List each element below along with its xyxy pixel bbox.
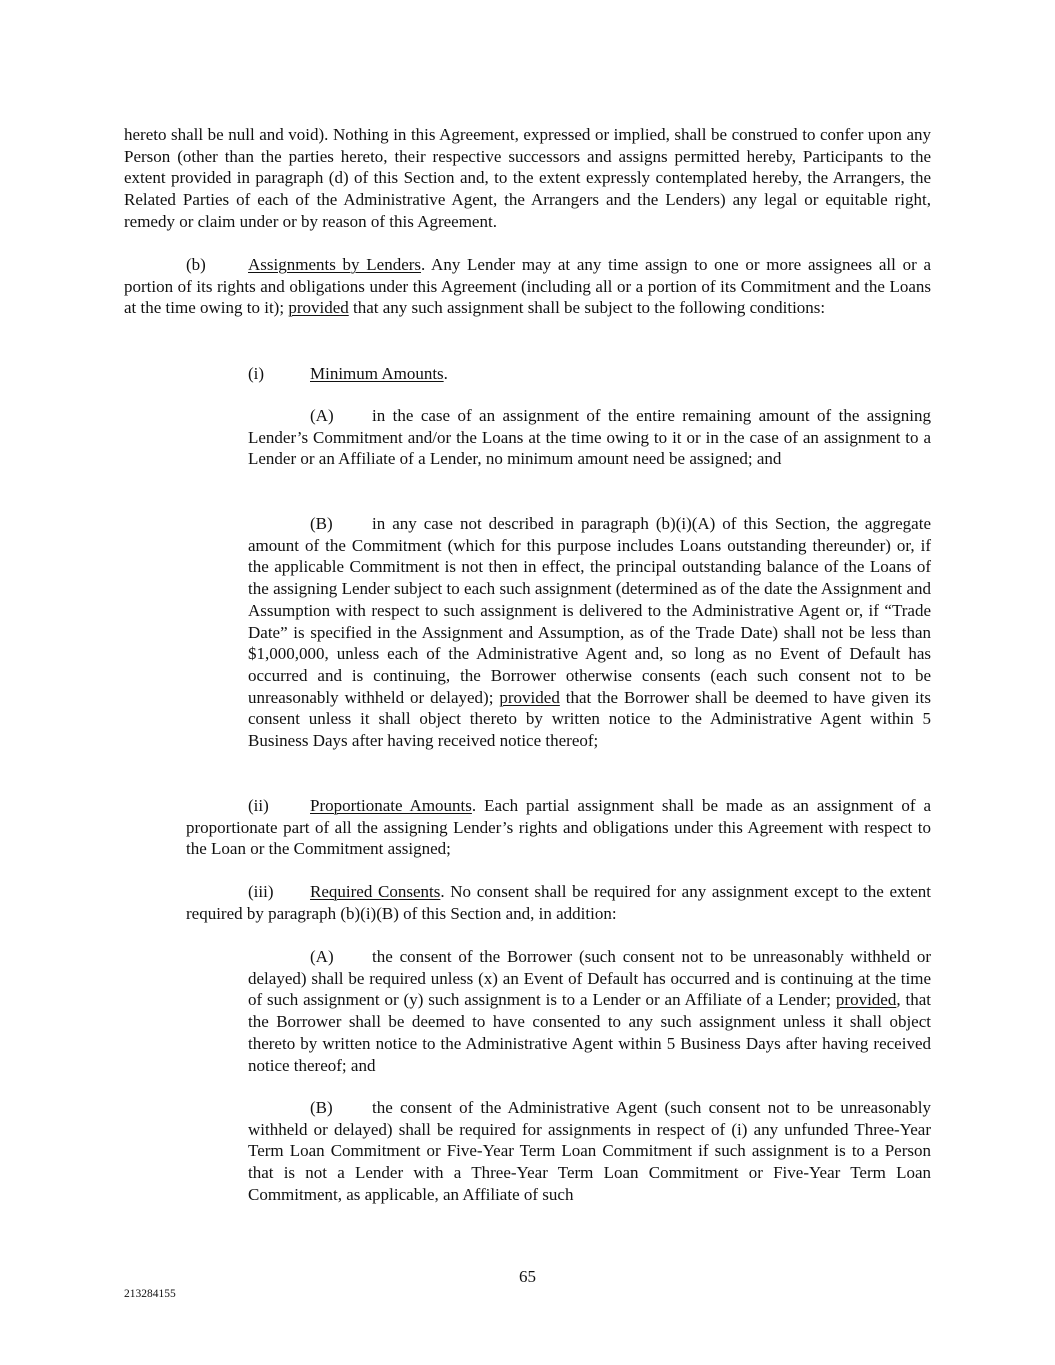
- section-heading: Required Consents: [310, 882, 441, 901]
- paragraph-label: (iii): [248, 882, 274, 901]
- paragraph-text: the consent of the Borrower (such consent not to be unreasonably withheld or delayed) shall be required unless (x) an Event of Default has occurred and is continuing at the time of such assignment or (y) such assignment is to a Lender or an Affiliate of a Lender;: [248, 947, 931, 1010]
- paragraph-text: the consent of the Administrative Agent (such consent not to be unreasonably withheld or delayed) shall be required for assignments in respect of (i) any unfunded Three-Year Term Loan Commitment or Five-Year Term Loan Commitment if such assignment is to a Person that is not a Lender with a Three-Year Term Loan Commitment or Five-Year Term Loan Commitment, as applicable, an Affiliate of such: [248, 1098, 931, 1204]
- paragraph-text: . Any Lender may at any time assign to one or more assignees all or a portion of its rights and obligations under this Agreement (including all or a portion of its Commitment and the Loans at the time owing to it);: [124, 255, 931, 318]
- paragraph-label: (ii): [248, 796, 269, 815]
- section-heading: Assignments by Lenders: [248, 255, 422, 274]
- paragraph-label: (A): [310, 406, 334, 425]
- page-number: 65: [519, 1267, 536, 1286]
- provided-term: provided: [835, 990, 897, 1010]
- paragraph-text: . Each partial assignment shall be made as an assignment of a proportionate part of all the assigning Lender’s rights and obligations under this Agreement with respect to the Loan or the Commitment assigned;: [186, 796, 931, 859]
- paragraph-label: (i): [248, 364, 265, 383]
- paragraph-text: , that the Borrower shall be deemed to have consented to any such assignment unless it shall object thereto by written notice to the Administrative Agent within 5 Business Days after having received notice thereof; and: [248, 990, 931, 1075]
- section-heading: Proportionate Amounts: [310, 796, 472, 815]
- paragraph-intro: hereto shall be null and void). Nothing in this Agreement, expressed or implied, shall be construed to confer upon any Person (other than the parties hereto, their respective successors and assigns permitted hereby, Participants to the extent provided in paragraph (d) of this Section and, to the extent expressly contemplated hereby, the Arrangers, the Related Parties of each of the Administrative Agent, the Arrangers and the Lenders) any legal or equitable right, remedy or claim under or by reason of this Agreement.: [124, 125, 931, 231]
- paragraph-label: (B): [310, 514, 333, 533]
- provided-term: provided: [499, 687, 560, 707]
- provided-term: provided: [288, 298, 349, 318]
- paragraph-text: that any such assignment shall be subject to the following conditions:: [348, 298, 826, 318]
- paragraph-iii-a: [248, 946, 931, 1076]
- paragraph-text: that the Borrower shall be deemed to have given its consent unless it shall object thereto by written notice to the Administrative Agent within 5 Business Days after having received notice thereof;: [248, 687, 931, 751]
- paragraph-b-assignments-by-lenders: [124, 254, 931, 319]
- paragraph-text: in any case not described in paragraph (b)(i)(A) of this Section, the aggregate amount of the Commitment (which for this purpose includes Loans outstanding thereunder) or, if the applicable Commitment is not then in effect, the principal outstanding balance of the Loans of the assigning Lender subject to each such assignment (determined as of the date the Assignment and Assumption with respect to such assignment is delivered to the Administrative Agent or, if “Trade Date” is specified in the Assignment and Assumption, as of the Trade Date) shall not be less than $1,000,000, unless each of the Administrative Agent and, so long as no Event of Default has occurred and is continuing, the Borrower otherwise consents (each such consent not to be unreasonably withheld or delayed);: [248, 514, 931, 707]
- paragraph-text: in the case of an assignment of the entire remaining amount of the assigning Lender’s Commitment and/or the Loans at the time owing to it or in the case of an assignment to a Lender or an Affiliate of a Lender, no minimum amount need be assigned; and: [248, 406, 931, 469]
- paragraph-text: . No consent shall be required for any assignment except to the extent required by paragraph (b)(i)(B) of this Section and, in addition:: [186, 882, 932, 923]
- paragraph-label: (b): [186, 255, 206, 274]
- paragraph-iii-b: [248, 1097, 931, 1206]
- paragraph-i-a: [248, 405, 931, 470]
- paragraph-label: (A): [310, 947, 334, 966]
- paragraph-label: (B): [310, 1098, 333, 1117]
- paragraph-i-minimum-amounts: [248, 363, 931, 385]
- paragraph-ii-proportionate-amounts: [186, 795, 931, 860]
- paragraph-text: .: [443, 364, 448, 383]
- paragraph-i-b: [248, 513, 931, 752]
- paragraph-iii-required-consents: [186, 881, 931, 924]
- document-id: 213284155: [124, 1288, 176, 1300]
- section-heading: Minimum Amounts: [310, 364, 444, 383]
